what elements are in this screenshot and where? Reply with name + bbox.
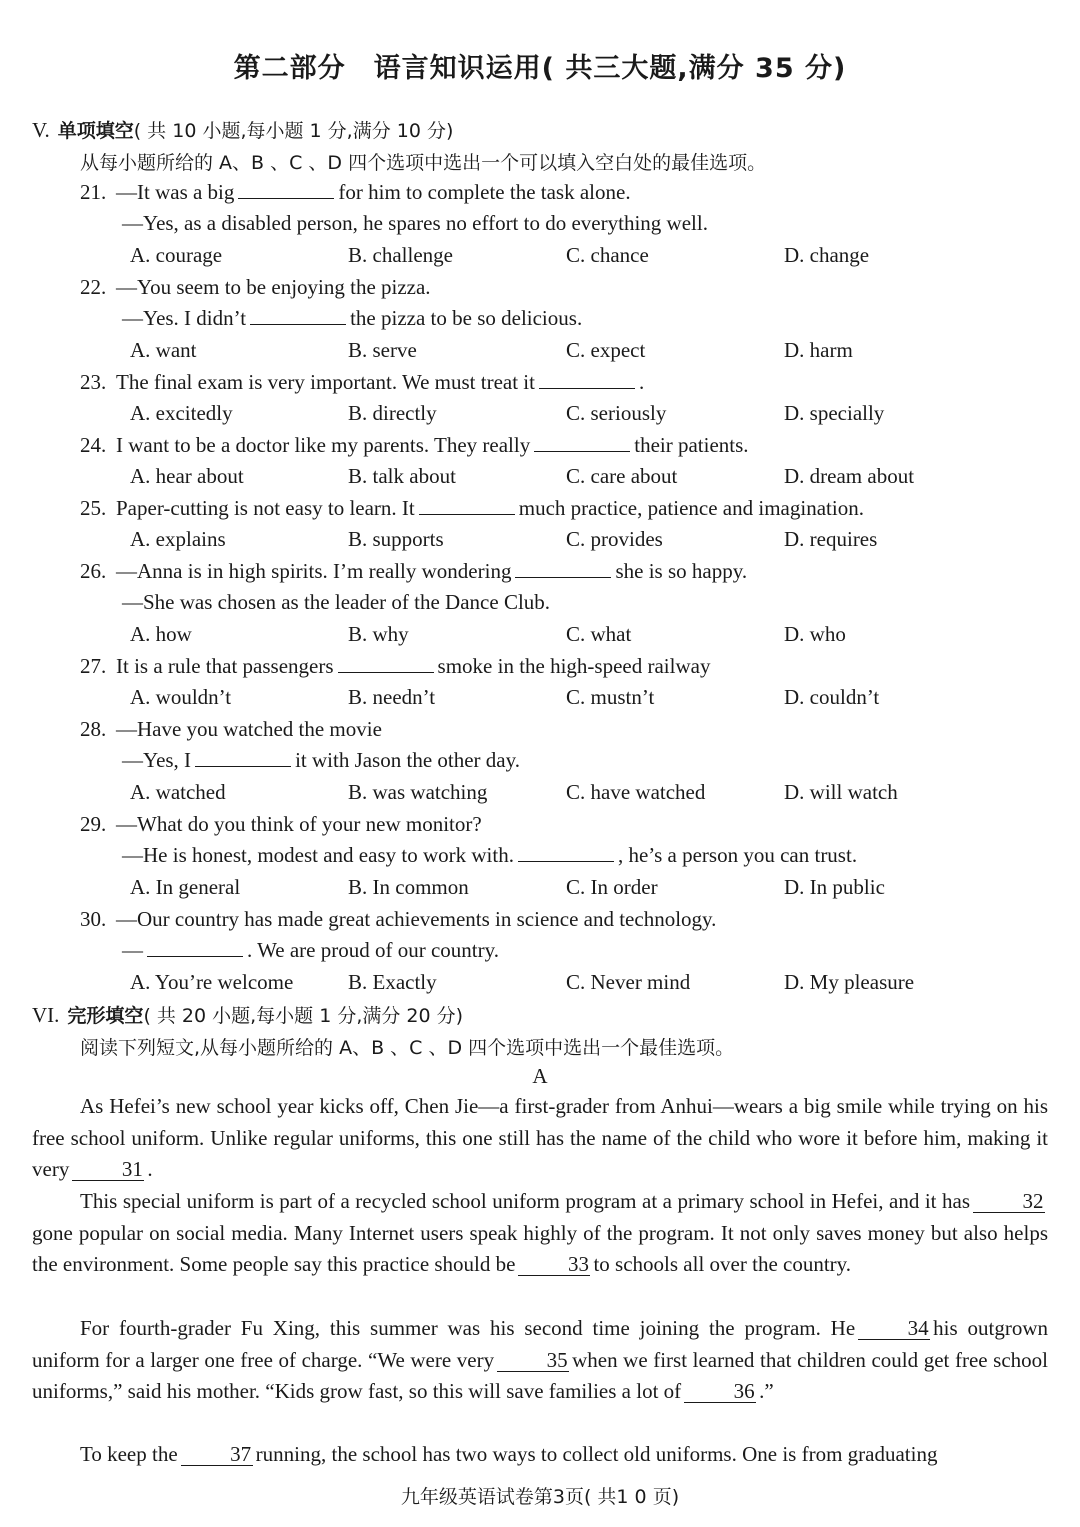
option-c[interactable]: C. Never mind	[566, 970, 691, 994]
option-b[interactable]: B. why	[348, 622, 409, 646]
question-26-reply: —She was chosen as the leader of the Dance Club.	[122, 590, 551, 614]
option-d[interactable]: D. requires	[784, 527, 878, 551]
option-c[interactable]: C. expect	[566, 338, 646, 362]
option-d[interactable]: D. who	[784, 622, 846, 646]
question-23-options	[0, 401, 1080, 431]
section-points: ( 共 10 小题,每小题 1 分,满分 10 分)	[133, 120, 454, 142]
answer-blank[interactable]	[195, 749, 291, 767]
question-25-stem: 25. Paper-cutting is not easy to learn. It much practice, patience and imagination.	[80, 496, 864, 520]
option-b[interactable]: B. serve	[348, 338, 417, 362]
page-footer: 九年级英语试卷第3页( 共1 0 页)	[400, 1486, 680, 1508]
passage-paragraph-4: To keep the 37 running, the school has two ways to collect old uniforms. One is from graduating	[80, 1442, 938, 1466]
option-b[interactable]: B. Exactly	[348, 970, 437, 994]
cloze-blank-31[interactable]: 31	[72, 1158, 144, 1181]
option-b[interactable]: B. talk about	[348, 464, 456, 488]
question-26-stem: 26. —Anna is in high spirits. I’m really wondering she is so happy.	[80, 559, 748, 583]
question-30-stem: 30. —Our country has made great achievements in science and technology.	[80, 907, 717, 931]
answer-blank[interactable]	[338, 655, 434, 673]
section-six-header	[32, 1001, 463, 1028]
option-d[interactable]: D. couldn’t	[784, 685, 880, 709]
option-b[interactable]: B. supports	[348, 527, 444, 551]
page-title: 第二部分 语言知识运用( 共三大题,满分 35 分)	[233, 53, 847, 84]
option-a[interactable]: A. courage	[130, 243, 223, 267]
option-d[interactable]: D. will watch	[784, 780, 898, 804]
question-29-options	[0, 875, 1080, 905]
option-c[interactable]: C. provides	[566, 527, 663, 551]
option-a[interactable]: A. excitedly	[130, 401, 233, 425]
question-21-stem: 21. —It was a big for him to complete the task alone.	[80, 180, 631, 204]
option-d[interactable]: D. My pleasure	[784, 970, 915, 994]
question-28-options	[0, 780, 1080, 810]
section-number: V.	[32, 118, 50, 142]
cloze-blank-34[interactable]: 34	[858, 1317, 930, 1340]
option-b[interactable]: B. was watching	[348, 780, 488, 804]
option-b[interactable]: B. needn’t	[348, 685, 436, 709]
answer-blank[interactable]	[419, 497, 515, 515]
option-a[interactable]: A. how	[130, 622, 192, 646]
section-five-instruction: 从每小题所给的 A、B 、C 、D 四个选项中选出一个可以填入空白处的最佳选项。	[80, 152, 767, 174]
option-c[interactable]: C. what	[566, 622, 632, 646]
question-22-options	[0, 338, 1080, 368]
option-d[interactable]: D. harm	[784, 338, 853, 362]
option-a[interactable]: A. watched	[130, 780, 226, 804]
passage-paragraph-1: As Hefei’s new school year kicks off, Chen Jie—a first-grader from Anhui—wears a big smile while trying on his free school uniform. Unlike regular uniforms, this one still has the name of the child who wore it before him, making it very 31 .	[32, 1094, 1048, 1182]
cloze-blank-36[interactable]: 36	[684, 1380, 756, 1403]
section-name: 单项填空	[57, 120, 134, 142]
question-28-reply: —Yes, I it with Jason the other day.	[122, 748, 520, 772]
question-24-options	[0, 464, 1080, 494]
section-points: ( 共 20 小题,每小题 1 分,满分 20 分)	[143, 1005, 464, 1027]
answer-blank[interactable]	[539, 371, 635, 389]
option-a[interactable]: A. explains	[130, 527, 226, 551]
cloze-blank-35[interactable]: 35	[497, 1349, 569, 1372]
option-c[interactable]: C. chance	[566, 243, 649, 267]
passage-paragraph-2: This special uniform is part of a recycled school uniform program at a primary school in Hefei, and it has 32gone popular on social media. Many Internet users speak highly of the program. It not only saves money but also helps the environment. Some people say this practice should be 33 to schools all over the country.	[32, 1189, 1048, 1277]
question-29-reply: —He is honest, modest and easy to work with. , he’s a person you can trust.	[122, 843, 858, 867]
question-22-stem: 22. —You seem to be enjoying the pizza.	[80, 275, 431, 299]
question-27-options	[0, 685, 1080, 715]
option-c[interactable]: C. mustn’t	[566, 685, 655, 709]
option-a[interactable]: A. want	[130, 338, 197, 362]
section-six-instruction: 阅读下列短文,从每小题所给的 A、B 、C 、D 四个选项中选出一个最佳选项。	[80, 1037, 735, 1059]
option-a[interactable]: A. You’re welcome	[130, 970, 294, 994]
question-28-stem: 28. —Have you watched the movie	[80, 717, 382, 741]
question-21-options	[0, 243, 1080, 273]
answer-blank[interactable]	[250, 307, 346, 325]
option-b[interactable]: B. In common	[348, 875, 469, 899]
section-name: 完形填空	[67, 1005, 144, 1027]
question-29-stem: 29. —What do you think of your new monitor?	[80, 812, 482, 836]
answer-blank[interactable]	[515, 560, 611, 578]
answer-blank[interactable]	[238, 181, 334, 199]
section-five-header	[32, 116, 453, 143]
option-c[interactable]: C. seriously	[566, 401, 667, 425]
cloze-blank-33[interactable]: 33	[518, 1253, 590, 1276]
question-23-stem: 23. The final exam is very important. We must treat it .	[80, 370, 645, 394]
cloze-blank-32[interactable]: 32	[973, 1190, 1045, 1213]
option-d[interactable]: D. In public	[784, 875, 885, 899]
answer-blank[interactable]	[518, 844, 614, 862]
option-a[interactable]: A. hear about	[130, 464, 244, 488]
answer-blank[interactable]	[147, 939, 243, 957]
passage-paragraph-3: For fourth-grader Fu Xing, this summer was his second time joining the program. He 34 his outgrown uniform for a larger one free of charge. “We were very 35 when we first learned that children could get free school uniforms,” said his mother. “Kids grow fast, so this will save families a lot of 36 .”	[32, 1316, 1049, 1404]
question-30-reply: — . We are proud of our country.	[122, 938, 499, 962]
option-b[interactable]: B. challenge	[348, 243, 453, 267]
answer-blank[interactable]	[534, 434, 630, 452]
question-24-stem: 24. I want to be a doctor like my parents. They really their patients.	[80, 433, 749, 457]
option-c[interactable]: C. have watched	[566, 780, 706, 804]
section-number: VI.	[32, 1003, 60, 1027]
option-a[interactable]: A. wouldn’t	[130, 685, 232, 709]
question-27-stem: 27. It is a rule that passengers smoke in the high-speed railway	[80, 654, 711, 678]
question-26-options	[0, 622, 1080, 652]
option-b[interactable]: B. directly	[348, 401, 437, 425]
option-c[interactable]: C. In order	[566, 875, 658, 899]
question-21-reply: —Yes, as a disabled person, he spares no effort to do everything well.	[122, 211, 708, 235]
question-25-options	[0, 527, 1080, 557]
passage-label: A	[532, 1064, 548, 1088]
question-30-options	[0, 970, 1080, 1000]
option-d[interactable]: D. change	[784, 243, 870, 267]
cloze-blank-37[interactable]: 37	[181, 1443, 253, 1466]
question-22-reply: —Yes. I didn’t the pizza to be so delicious.	[122, 306, 583, 330]
option-d[interactable]: D. specially	[784, 401, 885, 425]
option-c[interactable]: C. care about	[566, 464, 678, 488]
option-d[interactable]: D. dream about	[784, 464, 915, 488]
option-a[interactable]: A. In general	[130, 875, 241, 899]
